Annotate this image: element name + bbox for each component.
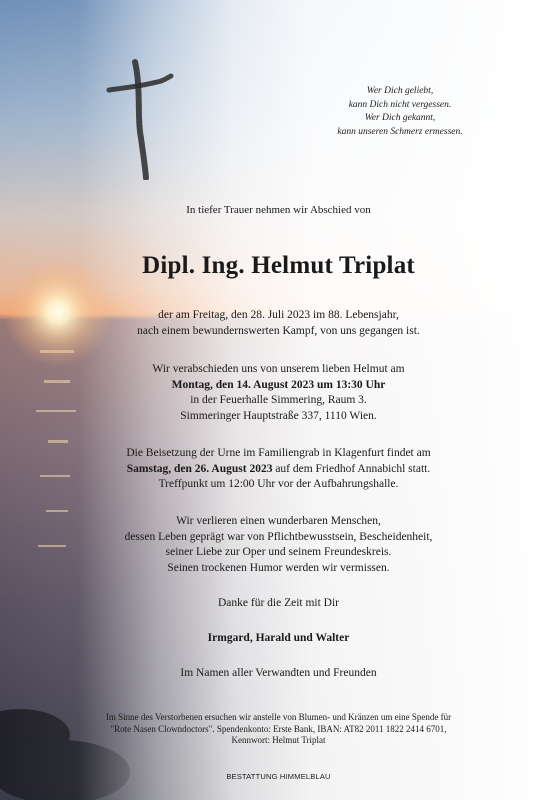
farewell-address: Simmeringer Hauptstraße 337, 1110 Wien.: [180, 409, 377, 422]
death-notice: [0, 308, 557, 339]
burial-place: auf dem Friedhof Annabichl statt.: [272, 462, 431, 475]
poem-line: kann Dich nicht vergessen.: [348, 99, 452, 110]
thanks-text: Danke für die Zeit mit Dir: [217, 597, 340, 609]
poem-line: Wer Dich gekannt,: [364, 113, 436, 123]
burial-line: Die Beisetzung der Urne im Familiengrab in Klagenfurt findet am: [126, 447, 431, 459]
burial-meeting-point: Treffpunkt um 12:00 Uhr vor der Aufbahrungshalle.: [158, 478, 399, 490]
poem: [300, 85, 500, 139]
donation-note: [0, 712, 557, 747]
death-notice-line: der am Freitag, den 28. Juli 2023 im 88. Lebensjahr,: [158, 309, 399, 321]
tribute-line: Wir verlieren einen wunderbaren Menschen,: [176, 515, 381, 527]
burial-date: Samstag, den 26. August 2023: [126, 462, 273, 475]
burial-details: [0, 446, 557, 493]
tribute-line: dessen Leben geprägt war von Pflichtbewusstsein, Bescheidenheit,: [124, 530, 433, 543]
death-notice-line: nach einem bewundernswerten Kampf, von uns gegangen ist.: [137, 324, 420, 337]
family-line: Im Namen aller Verwandten und Freunden: [180, 667, 377, 679]
signers: Irmgard, Harald und Walter: [207, 632, 350, 644]
tribute-line: Seinen trockenen Humor werden wir vermissen.: [167, 561, 390, 574]
farewell-details: [0, 362, 557, 424]
farewell-line: in der Feuerhalle Simmering, Raum 3.: [190, 394, 367, 406]
intro-text: In tiefer Trauer nehmen wir Abschied von: [186, 204, 371, 216]
funeral-home-footer: BESTATTUNG HIMMELBLAU: [226, 772, 331, 781]
tribute-line: seiner Liebe zur Oper und seinem Freundeskreis.: [165, 546, 392, 558]
farewell-date-time: [0, 378, 557, 394]
donation-note-line: "Rote Nasen Clowndoctors". Spendenkonto: Erste Bank, IBAN: AT82 2011 1822 2414 6701,: [110, 723, 447, 734]
deceased-name: Dipl. Ing. Helmut Triplat: [142, 252, 415, 279]
poem-line: kann unseren Schmerz ermessen.: [337, 126, 463, 137]
poem-line: Wer Dich geliebt,: [366, 86, 434, 96]
burial-date-line: [0, 462, 557, 478]
tribute: [0, 514, 557, 576]
farewell-line: Wir verabschieden uns von unserem lieben Helmut am: [152, 363, 405, 375]
donation-note-line: Kennwort: Helmut Triplat: [231, 735, 326, 745]
cross-icon: [105, 58, 175, 180]
donation-note-line: Im Sinne des Verstorbenen ersuchen wir anstelle von Blumen- und Kränzen um eine Spende für: [105, 712, 452, 722]
farewell-date-time-text: Montag, den 14. August 2023 um 13:30 Uhr: [171, 378, 386, 391]
